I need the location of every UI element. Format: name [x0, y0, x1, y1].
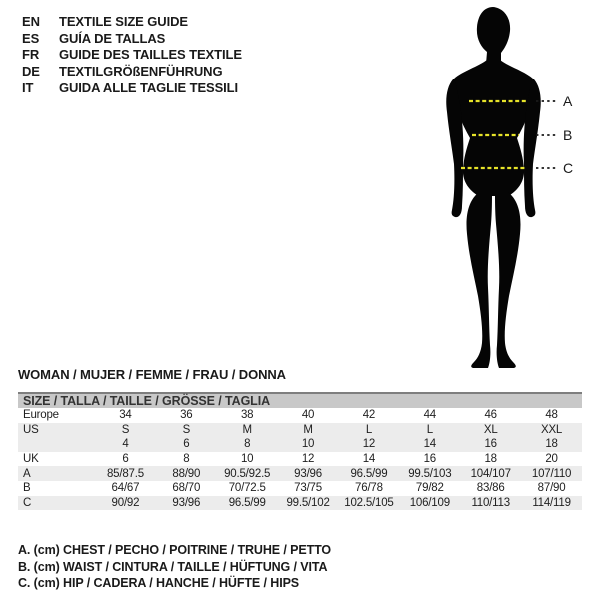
- measure-legend: [18, 542, 331, 592]
- size-value-cell: 73/75: [294, 482, 322, 495]
- size-value-cell: 10: [240, 453, 254, 466]
- language-row: [22, 14, 242, 31]
- size-value-cell: 12: [362, 438, 376, 451]
- row-label: UK: [23, 453, 39, 466]
- size-value-cell: 93/96: [172, 496, 201, 509]
- left-leg-silhouette: [467, 192, 493, 368]
- language-code: ES: [22, 30, 40, 46]
- torso-silhouette: [452, 60, 535, 196]
- language-code: DE: [22, 63, 40, 79]
- size-value-cell: 42: [362, 409, 376, 422]
- size-value-cell: 99.5/102: [286, 496, 330, 509]
- language-code: IT: [22, 80, 34, 96]
- head-silhouette: [477, 7, 510, 64]
- size-value-cell: 88/90: [172, 467, 201, 480]
- size-value-cell: 18: [545, 438, 558, 451]
- size-value-cell: XXL: [540, 423, 563, 436]
- size-table: [18, 392, 582, 510]
- size-value-cell: M: [303, 423, 313, 436]
- size-table-row: [18, 423, 582, 438]
- size-table-row: [18, 408, 582, 423]
- gender-heading: WOMAN / MUJER / FEMME / FRAU / DONNA: [18, 367, 286, 382]
- language-row: [22, 80, 242, 97]
- size-table-row: [18, 496, 582, 511]
- row-label: A: [23, 467, 31, 480]
- size-value-cell: 102.5/105: [344, 496, 394, 509]
- right-leg-silhouette: [495, 192, 521, 368]
- size-table-row: [18, 466, 582, 481]
- size-table-row: [18, 437, 582, 452]
- measure-label-a: A: [563, 93, 573, 109]
- size-value-cell: 90.5/92.5: [224, 467, 271, 480]
- size-value-cell: 107/110: [531, 467, 572, 480]
- size-value-cell: 70/72.5: [228, 482, 266, 495]
- legend-line: A. (cm) CHEST / PECHO / POITRINE / TRUHE / PETTO: [18, 543, 332, 557]
- woman-silhouette-figure: [420, 0, 600, 375]
- size-value-cell: 46: [484, 409, 497, 422]
- size-value-cell: 64/67: [111, 482, 140, 495]
- size-value-cell: 87/90: [537, 482, 566, 495]
- size-value-cell: M: [242, 423, 252, 436]
- language-title: GUIDA ALLE TAGLIE TESSILI: [59, 80, 239, 96]
- size-value-cell: 114/119: [532, 496, 571, 509]
- row-label: B: [23, 482, 31, 495]
- size-value-cell: 36: [180, 409, 193, 422]
- language-code: EN: [22, 14, 40, 29]
- row-label: US: [23, 423, 39, 436]
- language-title: GUIDE DES TAILLES TEXTILE: [59, 47, 242, 63]
- row-label: Europe: [23, 409, 59, 422]
- size-value-cell: 106/109: [409, 496, 450, 509]
- size-table-row: [18, 481, 582, 496]
- size-value-cell: 48: [545, 409, 558, 422]
- size-value-cell: 12: [301, 453, 315, 466]
- size-value-cell: 4: [122, 438, 129, 451]
- language-row: [22, 47, 242, 64]
- size-value-cell: L: [426, 423, 433, 436]
- legend-line: C. (cm) HIP / CADERA / HANCHE / HÜFTE / HIPS: [18, 576, 300, 591]
- size-value-cell: 18: [484, 453, 497, 466]
- size-value-cell: 96.5/99: [350, 467, 388, 480]
- size-value-cell: 8: [183, 453, 190, 466]
- size-value-cell: 79/82: [415, 482, 444, 495]
- size-table-header: SIZE / TALLA / TAILLE / GRÖSSE / TAGLIA: [18, 392, 582, 408]
- size-value-cell: 20: [545, 453, 558, 466]
- size-value-cell: 8: [244, 438, 251, 451]
- size-table-row: [18, 452, 582, 467]
- size-value-cell: 14: [423, 438, 437, 451]
- size-value-cell: 6: [183, 438, 190, 451]
- size-value-cell: 93/96: [294, 467, 322, 480]
- size-value-cell: 16: [484, 438, 497, 451]
- size-value-cell: 10: [301, 438, 315, 451]
- size-table-body: [18, 408, 582, 510]
- size-value-cell: L: [365, 423, 373, 436]
- language-list: [22, 14, 242, 97]
- language-row: [22, 64, 242, 81]
- size-value-cell: 44: [423, 409, 437, 422]
- size-value-cell: XL: [483, 423, 498, 436]
- size-value-cell: S: [182, 423, 191, 436]
- row-label: C: [23, 496, 32, 509]
- size-value-cell: 110/113: [471, 496, 510, 509]
- size-value-cell: 83/86: [476, 482, 505, 495]
- size-value-cell: 40: [301, 409, 315, 422]
- size-value-cell: 16: [423, 453, 437, 466]
- measure-label-b: B: [563, 127, 573, 143]
- measure-label-c: C: [563, 160, 574, 176]
- size-value-cell: 6: [122, 453, 129, 466]
- size-value-cell: 14: [362, 453, 376, 466]
- legend-line: B. (cm) WAIST / CINTURA / TAILLE / HÜFTUNG / VITA: [18, 559, 328, 574]
- size-value-cell: 96.5/99: [228, 496, 266, 509]
- size-value-cell: 90/92: [111, 496, 140, 509]
- size-value-cell: 68/70: [172, 482, 201, 495]
- size-value-cell: 76/78: [355, 482, 383, 495]
- size-value-cell: 85/87.5: [106, 467, 144, 480]
- size-value-cell: S: [121, 423, 130, 436]
- size-value-cell: 99.5/103: [408, 467, 452, 480]
- language-row: [22, 31, 242, 48]
- size-value-cell: 104/107: [470, 467, 511, 480]
- size-value-cell: 34: [119, 409, 132, 422]
- language-title: GUÍA DE TALLAS: [59, 30, 166, 46]
- size-value-cell: 38: [240, 409, 254, 422]
- language-title: TEXTILE SIZE GUIDE: [59, 14, 188, 29]
- language-title: TEXTILGRÖßENFÜHRUNG: [59, 63, 223, 79]
- language-code: FR: [22, 47, 40, 63]
